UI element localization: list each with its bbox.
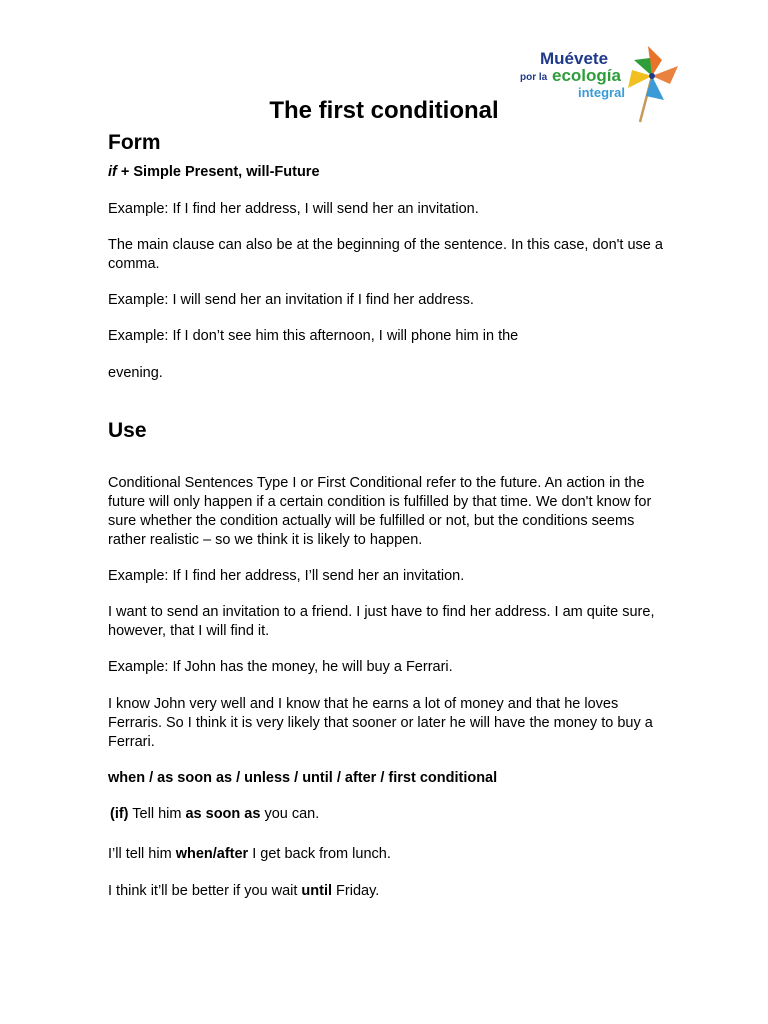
form-rule-rest: + Simple Present, will-Future <box>116 164 320 180</box>
sentence-3 <box>108 882 379 901</box>
form-example-3-line-1: Example: If I don’t see him this afternoon, I will phone him in the <box>108 328 519 344</box>
use-explain-1: I want to send an invitation to a friend. I just have to find her address. I am quite sure, however, that I will find it. <box>108 604 655 639</box>
logo-line2-word: ecología <box>552 66 621 85</box>
form-example-3-line-2: evening. <box>108 365 163 381</box>
sentence-1-bold: as soon as <box>185 806 261 822</box>
use-example-5: Example: If John has the money, he will buy a Ferrari. <box>108 659 453 675</box>
page-title: The first conditional <box>269 97 499 124</box>
use-explain-2: I know John very well and I know that he earns a lot of money and that he loves Ferraris. So I think it is very likely that sooner or later he will have the money to buy a Ferrari. <box>108 696 653 750</box>
sentence-1-a: Tell him <box>128 806 186 822</box>
form-rule <box>108 163 320 182</box>
form-rule-if: if <box>108 164 117 180</box>
conjunctions-heading: when / as soon as / unless / until / after / first conditional <box>108 770 498 786</box>
sentence-3-a: I think it’ll be better if you wait <box>108 883 302 899</box>
sentence-2 <box>108 845 391 864</box>
sentence-3-bold: until <box>301 883 333 899</box>
use-example-4: Example: If I find her address, I’ll send her an invitation. <box>108 568 465 584</box>
logo-line3: integral <box>578 85 625 100</box>
sentence-1-b: you can. <box>260 806 320 822</box>
form-note: The main clause can also be at the beginning of the sentence. In this case, don't use a comma. <box>108 237 663 272</box>
sentence-1 <box>110 805 319 824</box>
section-heading-form: Form <box>108 131 161 154</box>
logo-line2-prefix: por la <box>520 72 548 83</box>
form-example-2: Example: I will send her an invitation if I find her address. <box>108 292 474 308</box>
use-paragraph: Conditional Sentences Type I or First Conditional refer to the future. An action in the future will only happen if a certain condition is fulfilled by that time. We don't know for sure whether the condition actually will be fulfilled or not, but the conditions seems rather realistic – so we think it is likely to happen. <box>108 475 652 548</box>
logo-line1: Muévete <box>540 49 609 68</box>
form-example-1: Example: If I find her address, I will send her an invitation. <box>108 201 479 217</box>
section-heading-use: Use <box>108 419 147 442</box>
sentence-3-b: Friday. <box>332 883 380 899</box>
sentence-2-a: I’ll tell him <box>108 846 176 862</box>
sentence-1-if: (if) <box>110 806 129 822</box>
sentence-2-b: I get back from lunch. <box>248 846 391 862</box>
sentence-2-bold: when/after <box>175 846 249 862</box>
